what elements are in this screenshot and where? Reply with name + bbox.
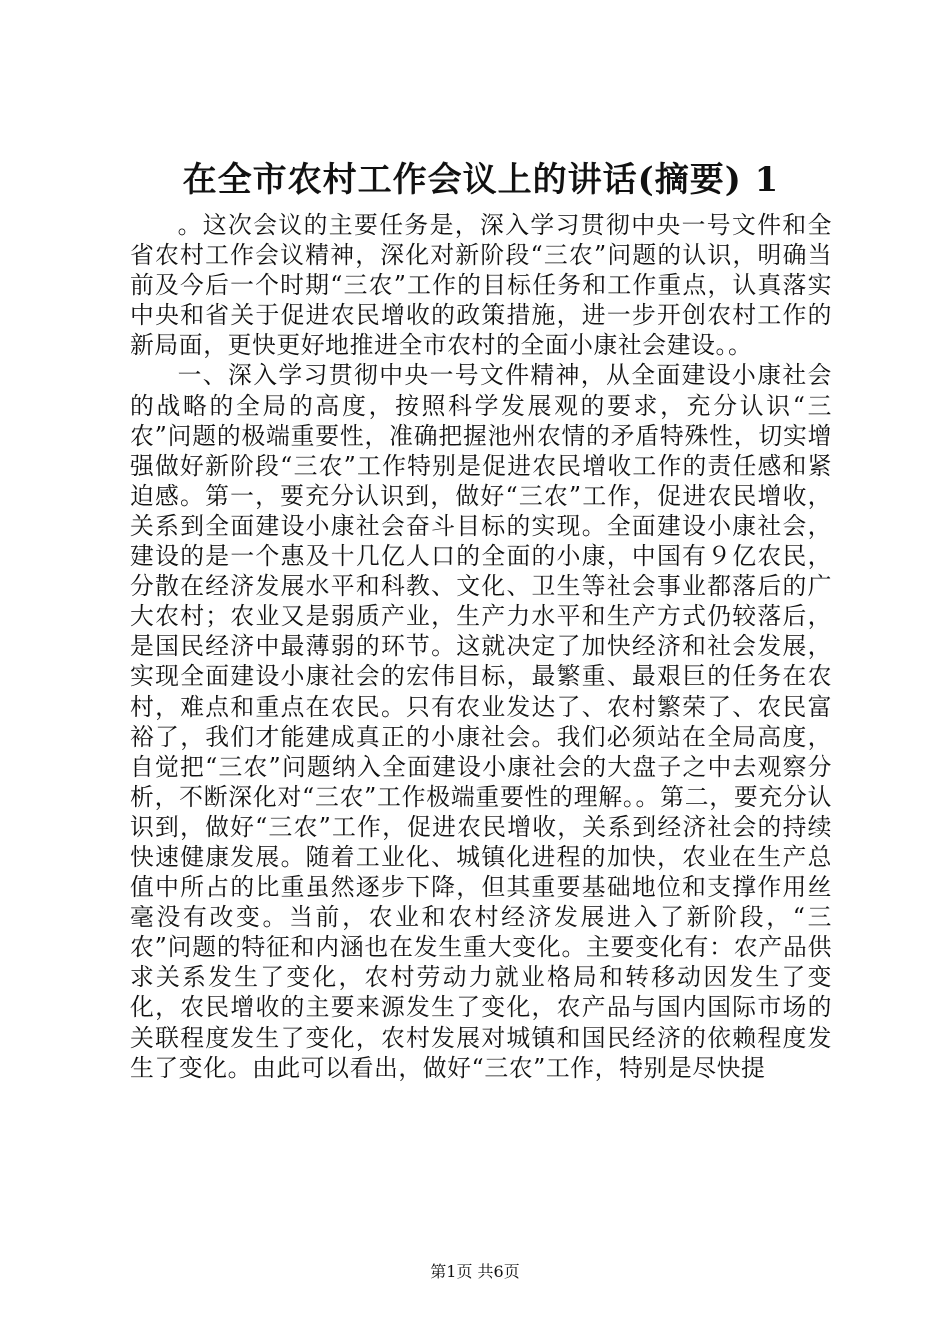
page-footer: 第1页 共6页 [430, 1262, 520, 1281]
page-title: 在全市农村工作会议上的讲话(摘要) 1 [182, 160, 780, 200]
paragraph-section-one: 一、深入学习贯彻中央一号文件精神，从全面建设小康社会的战略的全局的高度，按照科学发展观的要求，充分认识“三农”问题的极端重要性，准确把握池州农情的矛盾特殊性，切实增强做好新阶段“三农”工作特别是促进农民增收工作的责任感和紧迫感。第一，要充分认识到，做好“三农”工作，促进农民增收，关系到全面建设小康社会奋斗目标的实现。全面建设小康社会，建设的是一个惠及十几亿人口的全面的小康，中国有９亿农民，分散在经济发展水平和科教、文化、卫生等社会事业都落后的广大农村；农业又是弱质产业，生产力水平和生产方式仍较落后，是国民经济中最薄弱的环节。这就决定了加快经济和社会发展，实现全面建设小康社会的宏伟目标，最繁重、最艰巨的任务在农村，难点和重点在农民。只有农业发达了、农村繁荣了、农民富裕了，我们才能建成真正的小康社会。我们必须站在全局高度，自觉把“三农”问题纳入全面建设小康社会的大盘子之中去观察分析，不断深化对“三农”工作极端重要性的理解。。第二，要充分认识到，做好“三农”工作，促进农民增收，关系到经济社会的持续快速健康发展。随着工业化、城镇化进程的加快，农业在生产总值中所占的比重虽然逐步下降，但其重要基础地位和支撑作用丝毫没有改变。当前，农业和农村经济发展进入了新阶段，“三农”问题的特征和内涵也在发生重大变化。主要变化有：农产品供求关系发生了变化，农村劳动力就业格局和转移动因发生了变化，农民增收的主要来源发生了变化，农产品与国内国际市场的关联程度发生了变化，农村发展对城镇和国民经济的依赖程度发生了变化。由此可以看出，做好“三农”工作，特别是尽快提 [130, 361, 832, 1082]
document-body [130, 210, 832, 1083]
paragraph-intro: 。这次会议的主要任务是，深入学习贯彻中央一号文件和全省农村工作会议精神，深化对新阶段“三农”问题的认识，明确当前及今后一个时期“三农”工作的目标任务和工作重点，认真落实中央和省关于促进农民增收的政策措施，进一步开创农村工作的新局面，更快更好地推进全市农村的全面小康社会建设。。 [130, 211, 832, 360]
